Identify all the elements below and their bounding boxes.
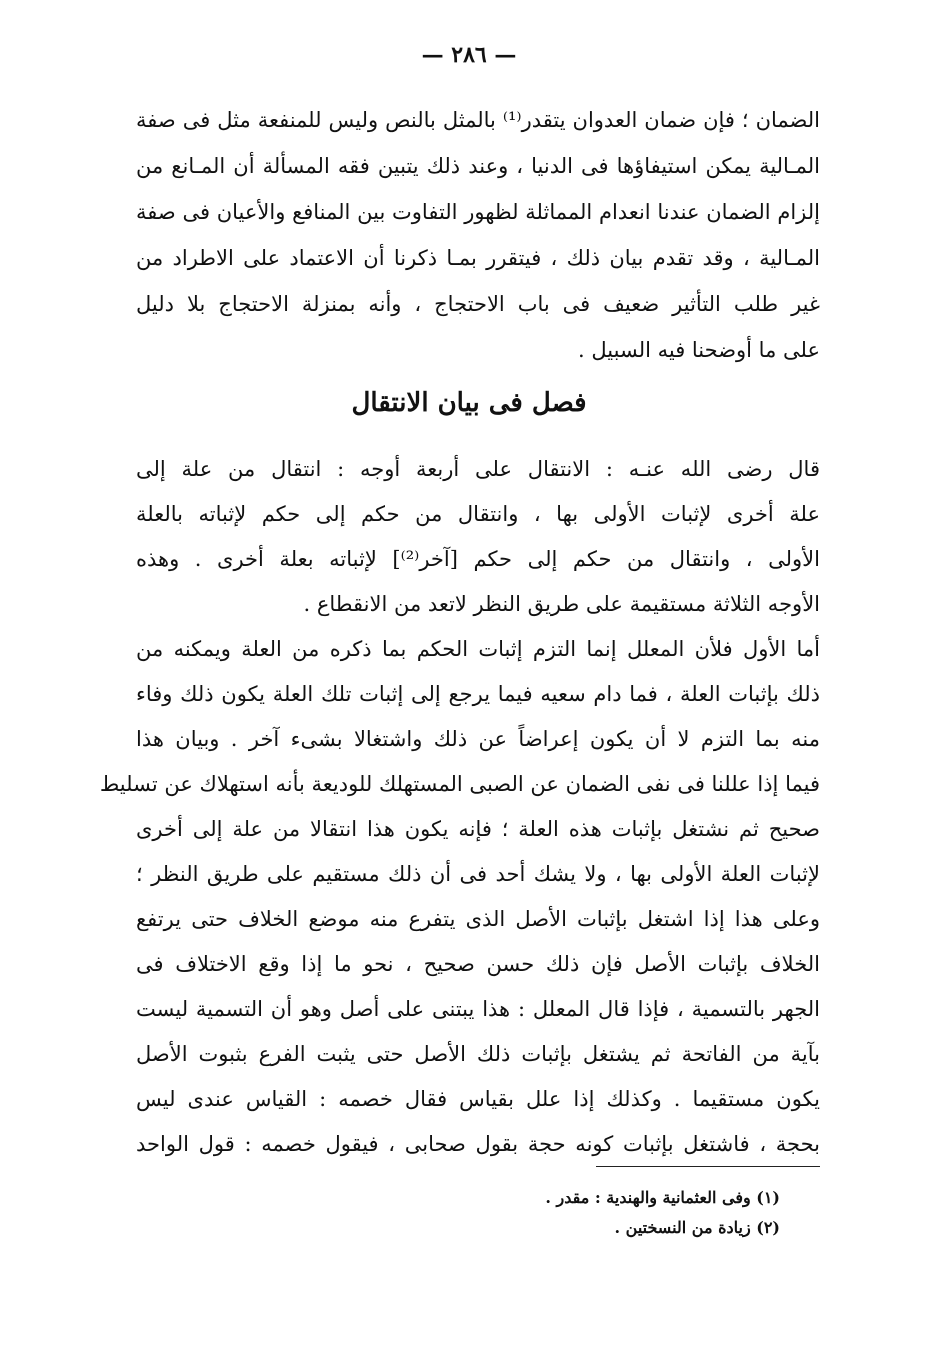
text-line: يكون مستقيما . وكذلك إذا علل بقياس فقال خصمه : القياس عندى ليس (136, 1087, 820, 1111)
paragraph-3 (99, 624, 820, 1164)
text-line: لإثبات العلة الأولى بها ، ولا يشك أحد فى أن ذلك مستقيم على طريق النظر ؛ (136, 862, 820, 886)
text-line: إلزام الضمان عندنا انعدام المماثلة لظهور التفاوت بين المنافع والأعيان فى صفة (136, 200, 820, 224)
text-line: بآية من الفاتحة ثم يشتغل بإثبات ذلك الأصل حتى يثبت الفرع بثبوت الأصل (136, 1042, 820, 1066)
text-line: أما الأول فلأن المعلل إنما التزم إثبات الحكم بما ذكره من العلة ويمكنه من (136, 637, 820, 661)
text-line: وعلى هذا إذا اشتغل بإثبات الأصل الذى يتفرع منه موضع الخلاف حتى يرتفع (136, 907, 820, 931)
section-heading: فصل فى بيان الانتقال (351, 388, 587, 418)
footnote-2: (٢) زيادة من النسختين . (614, 1218, 780, 1237)
text-line: الأولى ، وانتقال من حكم إلى حكم [آخر⁽²⁾] لإثباته بعلة أخرى . وهذه (136, 547, 820, 571)
text-line: صحيح ثم نشتغل بإثبات هذه العلة ؛ فإنه يكون هذا انتقالا من علة إلى أخرى (136, 817, 820, 841)
text-line: علة أخرى لإثبات الأولى بها ، وانتقال من حكم إلى حكم لإثباته بالعلة (136, 502, 820, 526)
paragraph-1 (136, 95, 820, 395)
text-line: بحجة ، فاشتغل بإثبات كونه حجة بقول صحابى ، فيقول خصمه : قول الواحد (136, 1132, 820, 1156)
text-line: غير طلب التأثير ضعيف فى باب الاحتجاج ، وأنه بمنزلة الاحتجاج بلا دليل (136, 292, 820, 316)
text-line: فيما إذا عللنا فى نفى الضمان عن الصبى المستهلك للوديعة بأنه استهلاك عن تسليط (99, 772, 820, 796)
text-line: قال رضى الله عنـه : الانتقال على أربعة أوجه : انتقال من علة إلى (136, 457, 820, 481)
text-line: على ما أوضحنا فيه السبيل . (578, 338, 820, 362)
footnote-1: (١) وفى العثمانية والهندية : مقدر . (545, 1188, 780, 1207)
text-line: الضمان ؛ فإن ضمان العدوان يتقدر⁽¹⁾ بالمثل بالنص وليس للمنفعة مثل فى صفة (136, 108, 820, 132)
text-line: الخلاف بإثبات الأصل فإن ذلك حسن صحيح ، نحو ما إذا وقع الاختلاف فى (136, 952, 820, 976)
text-line: ذلك بإثبات العلة ، فما دام سعيه فيما يرجع إلى إثبات تلك العلة يكون ذلك وفاء (136, 682, 820, 706)
paragraph-2 (136, 444, 820, 634)
text-line: الأوجه الثلاثة مستقيمة على طريق النظر لاتعد من الانقطاع . (303, 592, 820, 616)
text-line: المـالية ، وقد تقدم بيان ذلك ، فيتقرر بمـا ذكرنا أن الاعتماد على الاطراد من (136, 246, 820, 270)
text-line: المـالية يمكن استيفاؤها فى الدنيا ، وعند ذلك يتبين فقه المسألة أن المـانع من (136, 154, 820, 178)
text-line: منه بما التزم لا أن يكون إعراضاً عن ذلك واشتغالا بشىء آخر . وبيان هذا (136, 727, 820, 751)
footnote-divider (596, 1166, 820, 1167)
text-line: الجهر بالتسمية ، فإذا قال المعلل : هذا يبتنى على أصل وهو أن التسمية ليست (136, 997, 820, 1021)
page-number: — ٢٨٦ — (421, 42, 517, 68)
